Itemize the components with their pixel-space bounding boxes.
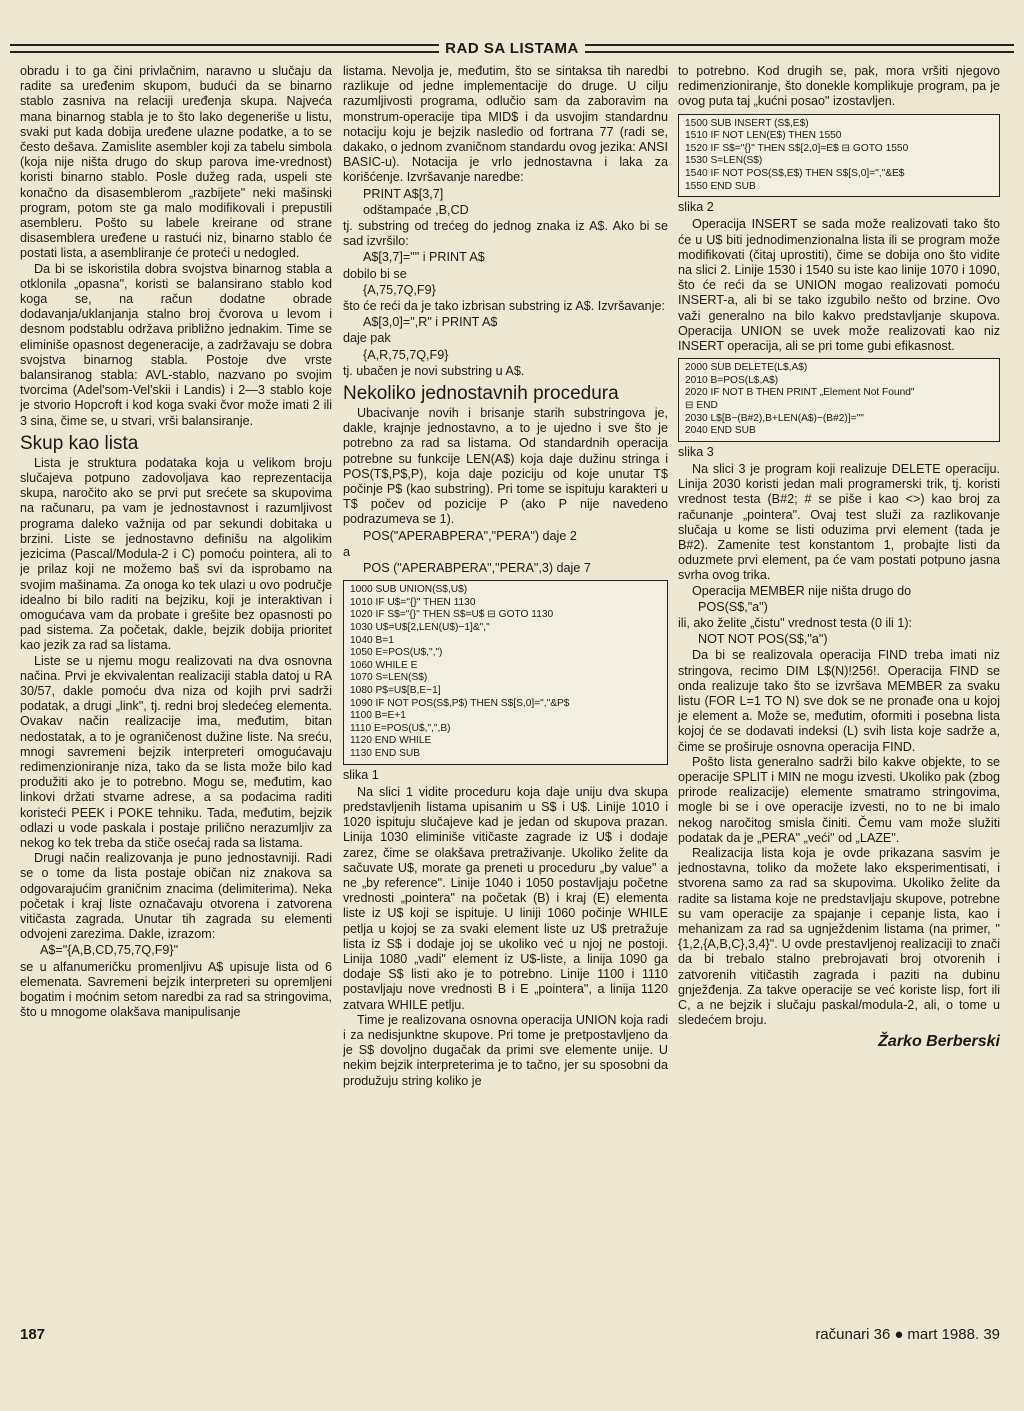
paragraph: ili, ako želite „čistu" vrednost testa (0 ili 1): bbox=[678, 616, 913, 630]
paragraph: Time je realizovana osnovna operacija UNION koja radi i za nedisjunktne skupove. Pri tome je pretpostavljeno da je S$ dovoljno dugačak da primi sve elemente unije. U nekim bejzik interpreterima je to tačno, jer su sposobni da produžuju string koliko je bbox=[343, 1012, 668, 1088]
code-line: 1060 WHILE E bbox=[350, 659, 418, 671]
code-line: 1010 IF U$="{}" THEN 1130 bbox=[350, 596, 476, 608]
code-line: 1030 U$=U$[2,LEN(U$)−1]&"," bbox=[350, 622, 490, 634]
code-line: 2000 SUB DELETE(L$,A$) bbox=[685, 362, 808, 374]
code-line: 1100 B=E+1 bbox=[350, 710, 406, 722]
subheading-procedures: Nekoliko jednostavnih procedura bbox=[343, 383, 619, 405]
code-line: 2020 IF NOT B THEN PRINT „Element Not Found" bbox=[685, 387, 915, 399]
paragraph: Da bi se realizovala operacija FIND treba imati niz stringova, recimo DIM L$(N)!256!. Operacija FIND se onda realizuje tako što se izvršava MEMBER za svaku listu (FOR L=1 TO N) sve dok se ne pronađe ona u kojoj je element a. Može se, međutim, oformiti i posebna lista kojoj će se dodavati indeksi (L) svih lista koje sadrže a, čime se proširuje osnovna operacija FIND. bbox=[678, 648, 1000, 754]
code-line: 2040 END SUB bbox=[685, 425, 756, 437]
code-expression: PRINT A$[3,7] bbox=[363, 186, 444, 201]
paragraph: listama. Nevolja je, međutim, što se sintaksa tih naredbi razlikuje od jedne implementacije do druge. U cilju razumljivosti programa, odlučio sam da zaboravim na monstrum-operacije tipa MID$ i da usvojim standardnu notaciju koju je bejzik nasledio od fortrana 77 (radi se, dakako, o jednom zvaničnom standardu ovog jezika: ANSI BASIC-u). Notacija je vrlo jednostavna i laka za korišćenje. Izvršavanje naredbe: bbox=[343, 64, 668, 185]
code-line: 1080 P$=U$[B,E−1] bbox=[350, 685, 441, 697]
paragraph: što će reći da je tako izbrisan substring iz A$. Izvršavanje: bbox=[343, 299, 665, 314]
paragraph: Lista je struktura podataka koja u velikom broju slučajeva potpuno zadovoljava kao reprezentacija skupa, naročito ako se prvi put srećete sa skupovima na računaru, pa vam je jednostavnost i razumljivost programa daleko važnija od par sekundi dobitaka u brzini. Liste se jednostavno definišu na algolikim jezicima (Pascal/Modula-2 i C) pomoću pointera, ali to je prilaz koji ne možemo baš svi da isprobamo na svojim mašinama. Za onoga ko tek ulazi u ovo područje idealno bi bilo raditi na bejziku, koji je interaktivan i omogućava vam da probate i grešite bez opasnosti po pad sistema. Za početak, dakle, bejzik dobija prioritet kao jezik za rad sa listama. bbox=[20, 455, 332, 653]
header-rule-left bbox=[10, 44, 439, 53]
paragraph: tj. ubačen je novi substring u A$. bbox=[343, 363, 525, 378]
paragraph: daje pak bbox=[343, 331, 391, 346]
paragraph: dobilo bi se bbox=[343, 266, 407, 281]
header-rule-right bbox=[585, 44, 1014, 53]
paragraph: Operacija MEMBER nije ništa drugo do bbox=[692, 583, 912, 598]
section-header bbox=[10, 38, 1014, 58]
code-listing-delete bbox=[678, 358, 1000, 442]
code-line: 1510 IF NOT LEN(E$) THEN 1550 bbox=[685, 130, 842, 142]
code-listing-union bbox=[343, 580, 668, 764]
bullet-dot-icon: ● bbox=[894, 1326, 904, 1343]
paragraph: Pošto lista generalno sadrži bilo kakve objekte, to se operacije SPLIT i MIN ne mogu izvesti. Ukoliko pak (zbog prirode realizacije) elemente smatramo stringovima, mogle bi se i ove operacije izvesti, no to ne bi imalo nekog naročitog smisla činiti. Čemu vam može služiti podatak da je „PERA" „veći" od „LAZE". bbox=[678, 754, 1000, 845]
magazine-name: računari 36 bbox=[815, 1326, 891, 1343]
author-signature: Žarko Berberski bbox=[878, 1033, 1000, 1051]
code-line: 1090 IF NOT POS(S$,P$) THEN S$[S,0]=","&P$ bbox=[350, 697, 570, 709]
column-2 bbox=[343, 64, 668, 1344]
paragraph: Liste se u njemu mogu realizovati na dva osnovna načina. Prvi je ekvivalentan realizaciji stabla datoj u RA 30/57, dakle pomoću dva niza od kojih prvi sadrži podatak, a drugi „link", tj. redni broj sledećeg elementa. Ovakav način realizacije ima, međutim, bitan nedostatak, a to je ograničenost dužine liste. Na sreću, mnogi savremeni bejzik interpreteri omogućavaju redimenzioniranje niza, tako da se lista može bilo kad produžiti ako je to potrebno. Mogu se, međutim, kao linkovi držati stvarne adrese, a sa podacima raditi koristeći PEEK i POKE tehniku. Tada, međutim, bejzik odlazi u vode paskala i postaje prilično nerazumljiv za nekog ko tek treba da stiče osećaj rada sa listama. bbox=[20, 653, 332, 850]
code-line: 1040 B=1 bbox=[350, 634, 394, 646]
figure-caption: slika 2 bbox=[678, 200, 714, 215]
paragraph: Operacija INSERT se sada može realizovati tako što će u U$ biti jednodimenzionalna lista ili se program može modifikovati (čitaj uprostiti), čime se dobija ono što vidite na slici 2. Linije 1530 i 1540 su iste kao linije 1070 i 1090, što će reći da se UNION mogao realizovati pomoću INSERT-a, ali bi se tako izgubilo nešto od brzine. Ovo važi generalno na bilo kakvo predstavljanje skupova. Operacija UNION se uvek može realizovati kao niz INSERT operacija, ali se pri tome gubi efikasnost. bbox=[678, 217, 1000, 353]
subheading-skup-kao-lista: Skup kao lista bbox=[20, 432, 139, 454]
page-number-left: 187 bbox=[20, 1326, 46, 1343]
code-expression: {A,R,75,7Q,F9} bbox=[363, 347, 449, 362]
code-line: 1070 S=LEN(S$) bbox=[350, 672, 428, 684]
code-line: ⊟ END bbox=[685, 399, 718, 411]
paragraph: Na slici 3 je program koji realizuje DELETE operaciju. Linija 2030 koristi jedan mali programerski trik, tj. koristi vrednost testa (B#2; # se piše i kao <>) kao broj za računanje „pointera". Ovaj test služi za razlikovanje slučaja u kome se listi oduzima prvi element (tada je B#2). Zamenite test konstantom 1, probajte listi da oduzmete prvi element, pa će vam postati potpuno jasna svrha ovog trika. bbox=[678, 461, 1000, 583]
page-number-right: 39 bbox=[983, 1326, 1000, 1343]
section-title: RAD SA LISTAMA bbox=[445, 39, 579, 57]
code-line: 1020 IF S$="{}" THEN S$=U$ ⊟ GOTO 1130 bbox=[350, 609, 554, 621]
paragraph: Na slici 1 vidite proceduru koja daje uniju dva skupa predstavljenih listama upisanim u S$ i U$. Linije 1010 i 1020 ispituju slučajeve kad je jedan od skupova prazan. Linija 1030 eliminiše vitičaste zagrade iz U$ i dodaje zarez, čime se olakšava pretraživanje. Ukoliko želite da sačuvate U$, morate ga preneti u proceduru „by value" a ne „by reference". Linije 1040 i 1050 postavljaju početne vrednosti „pointera" na početak (B) i kraj (E) elementa liste iz U$ koji se ispituje. U liniji 1060 počinje WHILE petlja u kojoj se za svaki element liste uz U$ pretražuje lista iz S$ i dodaje joj se ukoliko već u njoj ne postoji. Linija 1080 „vadi" element iz U$-liste, a linija 1090 ga dodaje S$ listi ako je to potrebno. Linije 1100 i 1110 postavljaju nove vrednosti B i E „pointera", a linija 1120 zatvara WHILE petlju. bbox=[343, 784, 668, 1012]
issue-date: mart 1988. bbox=[907, 1326, 980, 1343]
code-expression: A$[3,7]="" i PRINT A$ bbox=[363, 250, 485, 265]
column-1 bbox=[20, 64, 332, 1326]
code-line: 1500 SUB INSERT (S$,E$) bbox=[685, 117, 809, 129]
paragraph: Realizacija lista koja je ovde prikazana sasvim je jednostavna, toliko da možete lako eksperimentisati, i stvorena samo za rad sa skupovima. Ukoliko želite da radite sa listama koje ne predstavljaju skupove, potrebne su vam operacije za spajanje i cepanje lista, kao i mehanizam za rad sa ugnježdenim listama (na primer, "{1,2,{A,B,C},3,4}". U ovde prestavljenoj realizaciji to znači da bi trebalo stalno prebrojavati broj otvorenih i zatvorenih vitičastih zagrada i paziti na dubinu gnježđenja. Za takve operacije se već koriste lisp, fort ili C, a ne bejzik i slučaju paskal/modula-2, ali, o tome u sledećem broju. bbox=[678, 846, 1000, 1028]
code-expression: {A,75,7Q,F9} bbox=[363, 282, 436, 297]
column-3 bbox=[678, 64, 1000, 1344]
code-expression: POS(S$,"a") bbox=[698, 599, 768, 614]
code-line: 1130 END SUB bbox=[350, 748, 421, 760]
code-expression: POS("APERABPERA","PERA") daje 2 bbox=[363, 528, 577, 543]
code-line: 2010 B=POS(L$,A$) bbox=[685, 374, 779, 386]
code-line: 1530 S=LEN(S$) bbox=[685, 155, 763, 167]
code-expression: POS ("APERABPERA","PERA",3) daje 7 bbox=[363, 561, 591, 576]
footer-folio bbox=[815, 1326, 1000, 1343]
paragraph: obradu i to ga čini privlačnim, naravno u slučaju da radite sa uređenim skupom, budući da se binarno stablo zasniva na relaciji uređenja skupa. Najveća mana binarnog stabla je to što lako degeneriše u listu, svaki put kada dobija uređene ulazne podatke, a to se često dešava. Zamislite asembler koji za tabelu simbola (koja nije ništa drugo do skup parova ime-vrednost) koristi binarno stablo. Posle dužeg rada, uspeli ste konačno da disasemblerom „razbijete" neki mašinski program, potom ste ga malo modifikovali i prepustili asembleru. Pošto su labele kreirane od strane disasemblera uređene u rastući niz, binarno stablo će postati lista, a asembliranje će proteći u nedogled. bbox=[20, 64, 332, 261]
code-expression: odštampaće ,B,CD bbox=[363, 202, 469, 217]
code-line: 1120 END WHILE bbox=[350, 735, 432, 747]
paragraph: se u alfanumeričku promenljivu A$ upisuje lista od 6 elemenata. Savremeni bejzik interpreteri su opremljeni bogatim i moćnim setom naredbi za rad sa stringovima, što u mnogome olakšava manipulisanje bbox=[20, 959, 332, 1020]
code-line: 2030 L$[B−(B#2),B+LEN(A$)−(B#2)]="" bbox=[685, 412, 864, 424]
code-expression: NOT NOT POS(S$,"a") bbox=[698, 632, 828, 647]
paragraph: a bbox=[343, 544, 351, 559]
code-line: 1000 SUB UNION(S$,U$) bbox=[350, 584, 468, 596]
figure-caption: slika 1 bbox=[343, 767, 379, 782]
code-line: 1550 END SUB bbox=[685, 180, 756, 192]
paragraph: Drugi način realizovanja je puno jednostavniji. Radi se o tome da lista postaje običan niz znakova sa odgovarajućim graničnim znacima (delimiterima). Neka početak i kraj liste označavaju otvorena i zatvorena vitičasta zagrada. Unutar tih zagrada su elementi odvojeni zarezima. Dakle, izrazom: bbox=[20, 851, 332, 942]
code-line: 1110 E=POS(U$,",",B) bbox=[350, 722, 451, 734]
code-expression: A$="{A,B,CD,75,7Q,F9}" bbox=[40, 943, 179, 958]
paragraph: Da bi se iskoristila dobra svojstva binarnog stabla a otklonila „opasna", koristi se balansirano stablo kod koga se, na račun dodatne obrade dodavanja/uklanjanja stalno broj čvorova u levom i desnom podstablu održava približno jednakim. Time se eliminiše opasnost degeneracije, a zadržavaju se dobra svojstva binarnog stabla. Postoje dve vrste balansiranog stabla: AVL-stablo, nazvano po svojim tvorcima (Adel'som-Vel'skii i Landis) i 2—3 stablo koje je stvorio Hopcroft i kod koga svaki čvor može imati 2 ili 3 sina, čime se, u stvari, vrši balansiranje. bbox=[20, 261, 332, 428]
paragraph: to potrebno. Kod drugih se, pak, mora vršiti njegovo redimenzioniranje, što donekle komplikuje program, pa je ovog puta taj „kućni posao" izostavljen. bbox=[678, 64, 1000, 109]
code-expression: A$[3,0]=",R" i PRINT A$ bbox=[363, 315, 498, 330]
paragraph: tj. substring od trećeg do jednog znaka iz A$. Ako bi se sad izvršilo: bbox=[343, 219, 668, 249]
code-line: 1520 IF S$="{}" THEN S$[2,0]=E$ ⊟ GOTO 1550 bbox=[685, 142, 909, 154]
figure-caption: slika 3 bbox=[678, 444, 714, 459]
code-line: 1050 E=POS(U$,",") bbox=[350, 647, 443, 659]
paragraph: Ubacivanje novih i brisanje starih substringova je, dakle, krajnje jednostavno, a to je ujedno i sve što je potrebno za rad sa listama. Od standardnih operacija potrebne su funkcije LEN(A$) koja daje dužinu stringa i POS(T$,P$,P), koja daje poziciju od koje unutar T$ počinje P$ (kao substring). Pri tome se ispituju karakteri u T$ počev od pozicije P (ako P nije navedeno podrazumeva se 1). bbox=[343, 406, 668, 527]
code-listing-insert bbox=[678, 114, 1000, 198]
code-line: 1540 IF NOT POS(S$,E$) THEN S$[S,0]=","&E$ bbox=[685, 167, 905, 179]
